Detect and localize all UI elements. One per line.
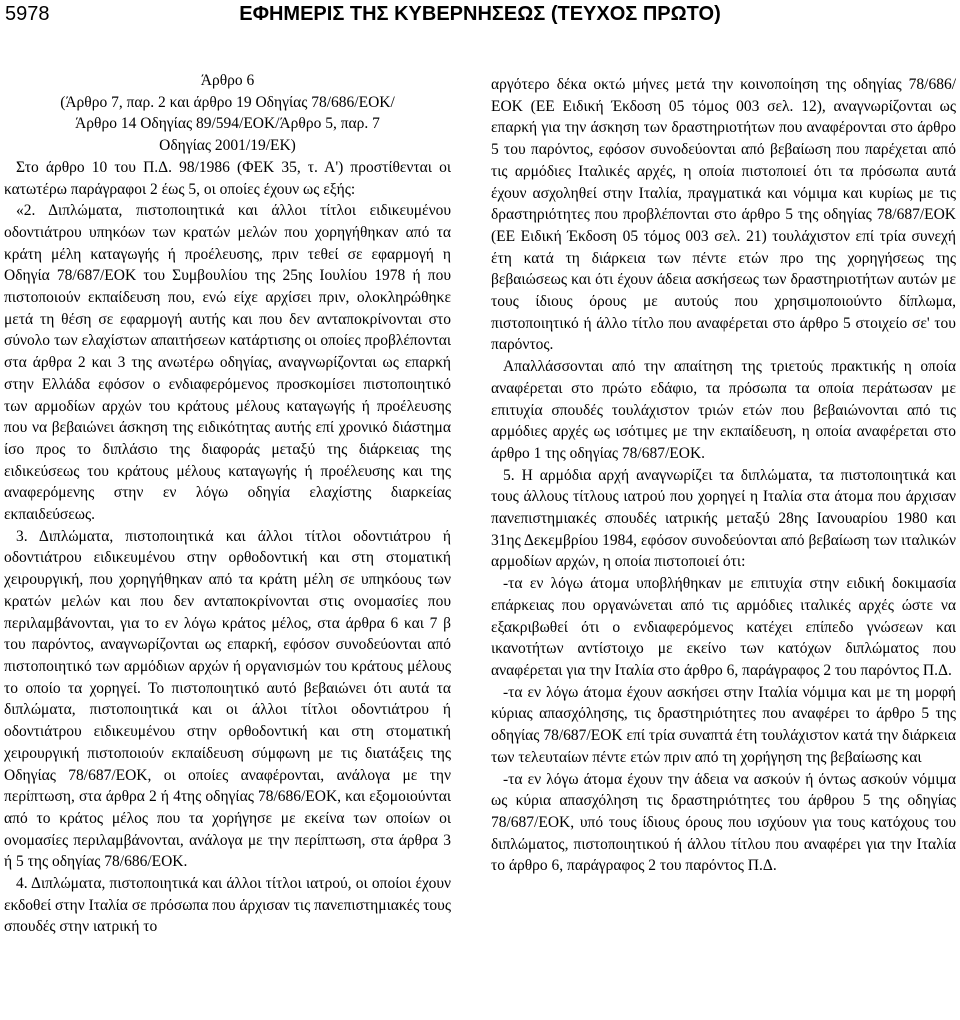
dash-item-3: -τα εν λόγω άτομα έχουν την άδεια να ασκούν ή όντως ασκούν νόμιμα ως κύρια απασχόληση τις δραστηριότητες του άρθρου 5 της οδηγίας 78/687/ΕΟΚ, υπό τους ίδιους όρους που ισχύουν για τους κατόχους του διπλώματος, πιστοποιητικού ή άλλου τίτλου που αναφέρει για την Ιταλία το άρθρο 6, παράγραφος 2 του παρόντος Π.Δ. xyxy=(491,770,956,875)
paragraph-3: 3. Διπλώματα, πιστοποιητικά και άλλοι τίτλοι οδοντιάτρου ή οδοντιάτρου ειδικευμένου στην ορθοδοντική και στη στοματική χειρουργική, που χορηγήθηκαν από τα κράτη μέλη σε υπηκόους των κρατών μελών και που δεν ανταποκρίνονται στις ονομασίες που περιλαμβάνονται, για το εν λόγω κράτος μέλος, στα άρθρα 6 και 7 β του παρόντος, αναγνωρίζονται ως επαρκή, εφόσον συνοδεύονται από πιστοποιητικό των αρμόδιων αρχών ή οργανισμών του κράτους μέλους το οποίο τα χορηγεί. Το πιστοποιητικό αυτό βεβαιώνει ότι αυτά τα διπλώματα, πιστοποιητικά και οι άλλοι τίτλοι οδοντιάτρου ή οδοντιάτρου ειδικευμένου στην ορθοδοντική και στη στοματική χειρουργική πιστοποιούν εκπαίδευση σύμφωνη με τις διατάξεις της Οδηγίας 78/687/ΕΟΚ, οι οποίες αναφέρονται, ανάλογα με την περίπτωση, στα άρθρα 2 ή 4της οδηγίας 78/686/ΕΟΚ, και εξομοιούνται από το κράτος μέλος που τα χορήγησε με εκείνα των οποίων οι ονομασίες περιλαμβάνονται, ανάλογα με την περίπτωση, στα άρθρα 3 ή 5 της οδηγίας 78/686/ΕΟΚ. xyxy=(4,527,451,871)
dash-item-2: -τα εν λόγω άτομα έχουν ασκήσει στην Ιταλία νόμιμα και με τη μορφή κύριας απασχόλησης, τις δραστηριότητες που αναφέρει το άρθρο 5 της οδηγίας 78/687/ΕΟΚ επί τρία συναπτά έτη τουλάχιστον κατά την διάρκεια των τελευταίων πέντε ετών πριν από τη χορήγηση της βεβαίωσης και xyxy=(491,683,956,766)
paragraph-2: «2. Διπλώματα, πιστοποιητικά και άλλοι τίτλοι ειδικευμένου οδοντιάτρου υπηκόων των κρατών μελών που χορηγήθηκαν από τα κράτη μέλη καταγωγής ή προέλευσης, πριν τεθεί σε εφαρμογή η Οδηγία 78/687/ΕΟΚ του Συμβουλίου της 25ης Ιουλίου 1978 ή που πιστοποιούν εκπαίδευση που, ενώ είχε αρχίσει πριν, ολοκληρώθηκε μετά τη θέση σε εφαρμογή αυτής και που δεν ανταποκρίνονται στο σύνολο των ελαχίστων απαιτήσεων κατάρτισης οι οποίες προβλέπονται στα άρθρα 2 και 3 της ανωτέρω οδηγίας, αναγνωρίζονται ως επαρκή στην Ελλάδα εφόσον ο ενδιαφερόμενος προσκομίσει πιστοποιητικό των αρμοδίων αρχών του κράτους μέλους καταγωγής ή προέλευσης που να βεβαιώνει άσκηση της ειδικότητας αυτής επί χρονικό διάστημα ίσο προς το διπλάσιο της διαφοράς μεταξύ της διάρκειας της ειδικεύσεως του κράτους μέλους καταγωγής ή προέλευσης και της αναφερόμενης στην εν λόγω οδηγία ελαχίστης διαρκείας εκπαιδεύσεως. xyxy=(4,202,451,524)
article-reference-line-1: (Άρθρο 7, παρ. 2 και άρθρο 19 Οδηγίας 78/686/ΕΟΚ/ xyxy=(60,93,395,111)
right-column xyxy=(491,74,956,877)
left-column xyxy=(4,70,451,938)
paragraph-4: 4. Διπλώματα, πιστοποιητικά και άλλοι τίτλοι ιατρού, οι οποίοι έχουν εκδοθεί στην Ιταλία σε πρόσωπα που άρχισαν τις πανεπιστημιακές τους σπουδές στην ιατρική το xyxy=(4,875,451,936)
gazette-title: ΕΦΗΜΕΡΙΣ ΤΗΣ ΚΥΒΕΡΝΗΣΕΩΣ (ΤΕΥΧΟΣ ΠΡΩΤΟ) xyxy=(239,3,721,25)
article-title: Άρθρο 6 xyxy=(200,72,255,89)
exemption-paragraph: Απαλλάσσονται από την απαίτηση της τριετούς πρακτικής η οποία αναφέρεται στο πρώτο εδάφιο, τα πρόσωπα τα οποία περάτωσαν με επιτυχία σπουδές τουλάχιστον τριών ετών που βεβαιώνονται από τις αρμόδιες αρχές ως ισότιμες με την εκπαίδευση, η οποία αναφέρεται στο άρθρο 1 της οδηγίας 78/687/ΕΟΚ. xyxy=(491,358,956,462)
paragraph-4-continued: αργότερο δέκα οκτώ μήνες μετά την κοινοποίηση της οδηγίας 78/686/ΕΟΚ (ΕΕ Ειδική Έκδοση 05 τόμος 003 σελ. 12), αναγνωρίζονται ως επαρκή για την άσκηση των δραστηριοτήτων που αναφέρονται στο άρθρο 5 του παρόντος, εφόσον συνοδεύονται από βεβαίωση που παρέχεται από τις αρμόδιες Ιταλικές αρχές, η οποία πιστοποιεί ότι τα πρόσωπα αυτά έχουν ασχοληθεί στην Ιταλία, πραγματικά και νόμιμα και κυρίως με τις δραστηριότητες που προβλέπονται στο άρθρο 5 της οδηγίας 78/687/ΕΟΚ (ΕΕ Ειδική Έκδοση 05 τόμος 003 σελ. 21) τουλάχιστον επί τρία συνεχή έτη κατά τη διάρκεια των πέντε ετών προ της χορηγήσεως της βεβαιώσεως και ότι έχουν άδεια ασκήσεως των δραστηριοτήτων αυτών με τους ίδιους όρους με αυτούς που χρησιμοποιούντο δίπλωμα, πιστοποιητικό ή άλλο τίτλο που αναφέρεται στο άρθρο 5 στοιχείο σε' του παρόντος. xyxy=(491,76,956,354)
intro-paragraph: Στο άρθρο 10 του Π.Δ. 98/1986 (ΦΕΚ 35, τ. Α') προστίθενται οι κατωτέρω παράγραφοι 2 έως 5, οι οποίες έχουν ως εξής: xyxy=(4,158,451,198)
article-reference-line-2: Άρθρο 14 Οδηγίας 89/594/ΕΟΚ/Άρθρο 5, παρ. 7 xyxy=(75,115,380,133)
page-number: 5978 xyxy=(5,3,50,25)
page-header xyxy=(0,0,960,34)
paragraph-5: 5. Η αρμόδια αρχή αναγνωρίζει τα διπλώματα, τα πιστοποιητικά και τους άλλους τίτλους ιατρού που χορηγεί η Ιταλία στα άτομα που άρχισαν πανεπιστημιακές σπουδές ιατρικής μεταξύ 28ης Ιανουαρίου 1980 και 31ης Δεκεμβρίου 1984, εφόσον συνοδεύονται από βεβαίωση των ιταλικών αρμοδίων αρχών, η οποία πιστοποιεί ότι: xyxy=(491,466,956,571)
article-reference-line-3: Οδηγίας 2001/19/ΕΚ) xyxy=(159,137,296,155)
dash-item-1: -τα εν λόγω άτομα υποβλήθηκαν με επιτυχία στην ειδική δοκιμασία επάρκειας που οργανώνεται από τις αρμόδιες ιταλικές αρχές ώστε να εξακριβωθεί ότι ο ενδιαφερόμενος κατέχει επίπεδο γνώσεων και ικανοτήτων αντίστοιχο με εκείνο των κατόχων διπλώματος που αναφέρεται για την Ιταλία στο άρθρο 6, παράγραφος 2 του παρόντος Π.Δ. xyxy=(491,575,956,679)
